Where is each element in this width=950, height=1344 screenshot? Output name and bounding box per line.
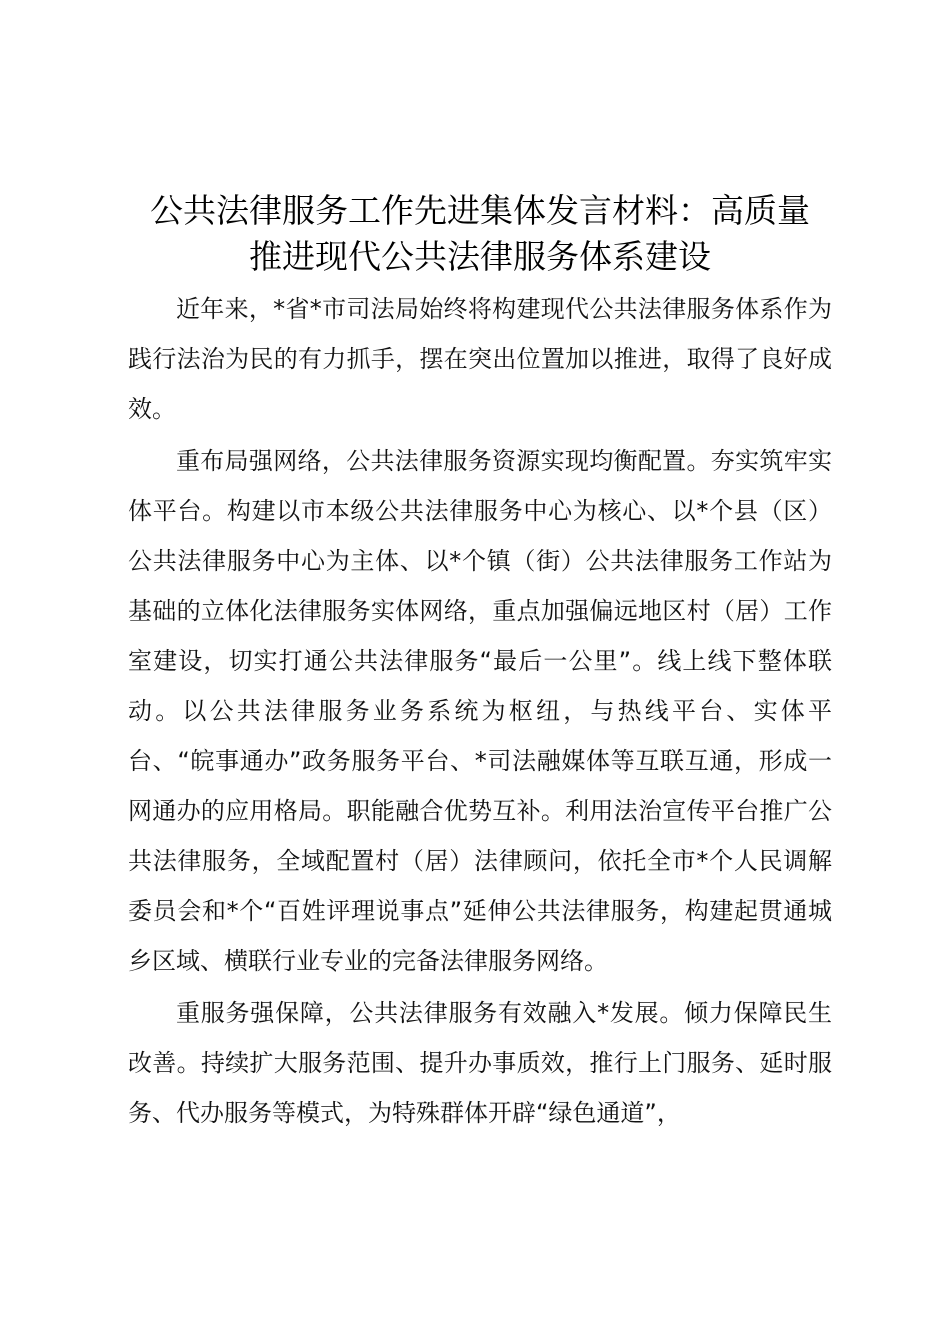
paragraph-layout-network: 重布局强网络，公共法律服务资源实现均衡配置。夯实筑牢实体平台。构建以市本级公共法律服务中心为核心、以*个县（区）公共法律服务中心为主体、以*个镇（街）公共法律服务工作站为基础的立体化法律服务实体网络，重点加强偏远地区村（居）工作室建设，切实打通公共法律服务“最后一公里”。线上线下整体联动。以公共法律服务业务系统为枢纽，与热线平台、实体平台、“皖事通办”政务服务平台、*司法融媒体等互联互通，形成一网通办的应用格局。职能融合优势互补。利用法治宣传平台推广公共法律服务，全域配置村（居）法律顾问，依托全市*个人民调解委员会和*个“百姓评理说事点”延伸公共法律服务，构建起贯通城乡区域、横联行业专业的完备法律服务网络。 — [128, 447, 832, 975]
paragraph-intro: 近年来，*省*市司法局始终将构建现代公共法律服务体系作为践行法治为民的有力抓手，摆在突出位置加以推进，取得了良好成效。 — [128, 295, 832, 423]
document-page — [128, 188, 832, 1138]
document-body — [128, 284, 832, 1138]
title-line-2: 推进现代公共法律服务体系建设 — [249, 237, 711, 276]
document-title — [128, 188, 832, 280]
paragraph-service-guarantee: 重服务强保障，公共法律服务有效融入*发展。倾力保障民生改善。持续扩大服务范围、提升办事质效，推行上门服务、延时服务、代办服务等模式，为特殊群体开辟“绿色通道”， — [128, 999, 832, 1127]
title-line-1: 公共法律服务工作先进集体发言材料：高质量 — [150, 191, 810, 230]
